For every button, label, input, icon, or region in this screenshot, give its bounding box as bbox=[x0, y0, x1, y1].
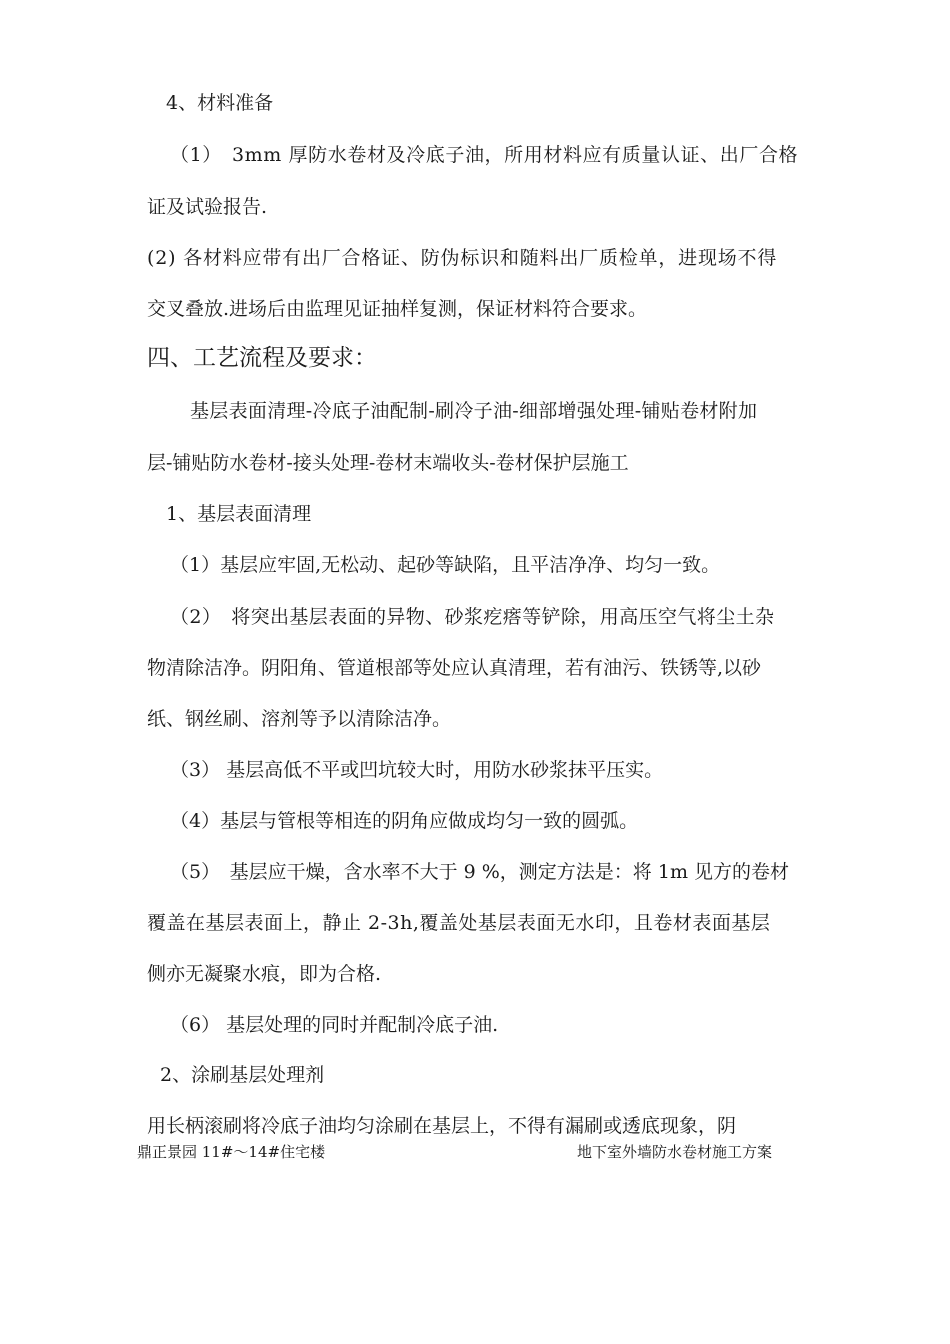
paragraph-line: 侧亦无凝聚水痕，即为合格. bbox=[147, 963, 382, 985]
paragraph-line: （1）基层应牢固,无松动、起砂等缺陷，且平洁净净、均匀一致。 bbox=[170, 554, 721, 576]
paragraph-line: （1） 3mm 厚防水卷材及冷底子油，所用材料应有质量认证、出厂合格 bbox=[170, 144, 799, 166]
paragraph-line: (2) 各材料应带有出厂合格证、防伪标识和随料出厂质检单，进现场不得 bbox=[147, 247, 778, 269]
paragraph-line: 基层表面清理-冷底子油配制-刷冷子油-细部增强处理-铺贴卷材附加 bbox=[190, 400, 758, 422]
paragraph-line: 覆盖在基层表面上，静止 2-3h,覆盖处基层表面无水印，且卷材表面基层 bbox=[147, 912, 771, 934]
footer-document-title: 地下室外墙防水卷材施工方案 bbox=[577, 1143, 773, 1161]
paragraph-line: 证及试验报告. bbox=[147, 196, 268, 218]
paragraph-line: （6） 基层处理的同时并配制冷底子油. bbox=[170, 1014, 499, 1036]
paragraph-line: 用长柄滚刷将冷底子油均匀涂刷在基层上，不得有漏刷或透底现象，阴 bbox=[147, 1115, 737, 1137]
paragraph-line: （5） 基层应干燥，含水率不大于 9 %，测定方法是：将 1m 见方的卷材 bbox=[170, 861, 789, 883]
paragraph-line: 交叉叠放.进场后由监理见证抽样复测，保证材料符合要求。 bbox=[147, 298, 648, 320]
paragraph-line: 层-铺贴防水卷材-接头处理-卷材末端收头-卷材保护层施工 bbox=[147, 452, 629, 474]
paragraph-line: 纸、钢丝刷、溶剂等予以清除洁净。 bbox=[147, 708, 452, 730]
footer-project-name: 鼎正景园 11#〜14#住宅楼 bbox=[137, 1143, 326, 1161]
section-title-materials: 4、材料准备 bbox=[166, 92, 274, 114]
paragraph-line: （3） 基层高低不平或凹坑较大时，用防水砂浆抹平压实。 bbox=[170, 759, 664, 781]
paragraph-line: （4）基层与管根等相连的阴角应做成均匀一致的圆弧。 bbox=[170, 810, 639, 832]
chapter-heading: 四、工艺流程及要求： bbox=[147, 345, 377, 371]
section-title-cleaning: 1、基层表面清理 bbox=[166, 503, 312, 525]
section-title-primer: 2、涂刷基层处理剂 bbox=[160, 1064, 325, 1086]
paragraph-line: （2） 将突出基层表面的异物、砂浆疙瘩等铲除，用高压空气将尘土杂 bbox=[170, 606, 775, 628]
paragraph-line: 物清除洁净。阴阳角、管道根部等处应认真清理，若有油污、铁锈等,以砂 bbox=[147, 657, 762, 679]
